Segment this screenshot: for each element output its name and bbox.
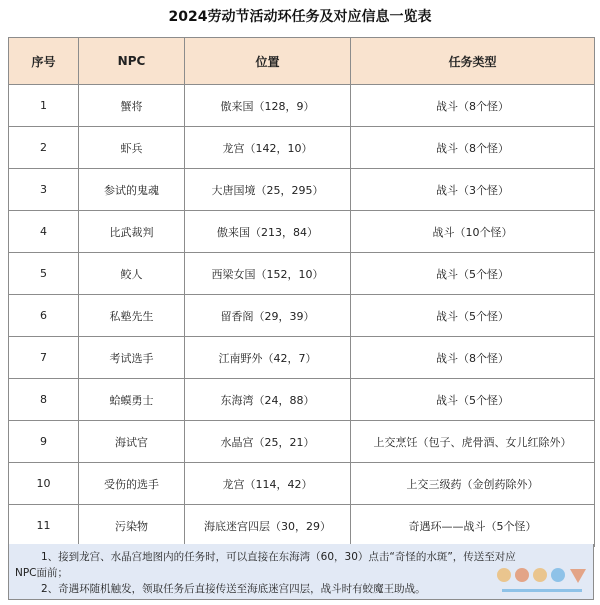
table-row (9, 169, 595, 211)
table-row (9, 463, 595, 505)
cell-task-type: 战斗（3个怪） (351, 169, 595, 211)
cell-npc: 虾兵 (79, 127, 185, 169)
cell-task-type: 奇遇环——战斗（5个怪） (351, 505, 595, 547)
cell-task-type: 战斗（8个怪） (351, 85, 595, 127)
cell-npc: 比武裁判 (79, 211, 185, 253)
cell-index: 9 (9, 421, 79, 463)
header-task-type: 任务类型 (351, 38, 595, 85)
cell-location: 西梁女国（152，10） (185, 253, 351, 295)
cell-npc: 海试官 (79, 421, 185, 463)
cell-index: 8 (9, 379, 79, 421)
cell-task-type: 战斗（5个怪） (351, 295, 595, 337)
cell-index: 7 (9, 337, 79, 379)
cell-index: 11 (9, 505, 79, 547)
table-row (9, 211, 595, 253)
site-watermark-logo (492, 561, 592, 601)
cell-index: 3 (9, 169, 79, 211)
page-title: 2024劳动节活动环任务及对应信息一览表 (168, 9, 432, 25)
cell-location: 龙宫（142，10） (185, 127, 351, 169)
cell-location: 大唐国境（25，295） (185, 169, 351, 211)
note-line-2: NPC面前； (15, 567, 69, 579)
cell-location: 傲来国（128，9） (185, 85, 351, 127)
cell-index: 6 (9, 295, 79, 337)
cell-location: 东海湾（24，88） (185, 379, 351, 421)
cell-location: 龙宫（114，42） (185, 463, 351, 505)
cell-npc: 蟹将 (79, 85, 185, 127)
table-header-row (9, 38, 595, 85)
cell-location: 留香阁（29，39） (185, 295, 351, 337)
header-npc: NPC (79, 38, 185, 85)
cell-task-type: 战斗（5个怪） (351, 253, 595, 295)
table-row (9, 421, 595, 463)
table-row (9, 85, 595, 127)
cell-npc: 鲛人 (79, 253, 185, 295)
table-body (9, 85, 595, 547)
cell-index: 1 (9, 85, 79, 127)
header-location: 位置 (185, 38, 351, 85)
cell-task-type: 战斗（8个怪） (351, 127, 595, 169)
task-table (8, 37, 595, 547)
cell-npc: 参试的鬼魂 (79, 169, 185, 211)
note-line-3: 2、奇遇环随机触发，领取任务后直接传送至海底迷宫四层，战斗时有蛟魔王助战。 (41, 583, 426, 595)
table-row (9, 295, 595, 337)
cell-index: 2 (9, 127, 79, 169)
cell-index: 10 (9, 463, 79, 505)
cell-location: 海底迷宫四层（30，29） (185, 505, 351, 547)
table-row (9, 379, 595, 421)
cell-task-type: 战斗（8个怪） (351, 337, 595, 379)
cell-index: 4 (9, 211, 79, 253)
note-line-1: 1、接到龙宫、水晶宫地图内的任务时，可以直接在东海湾（60，30）点击“奇怪的水斑”，传送至对应 (41, 551, 516, 563)
cell-task-type: 战斗（5个怪） (351, 379, 595, 421)
cell-location: 傲来国（213，84） (185, 211, 351, 253)
table-row (9, 127, 595, 169)
header-index: 序号 (9, 38, 79, 85)
cell-index: 5 (9, 253, 79, 295)
cell-task-type: 战斗（10个怪） (351, 211, 595, 253)
table-row (9, 253, 595, 295)
table-row (9, 337, 595, 379)
cell-npc: 私塾先生 (79, 295, 185, 337)
cell-npc: 污染物 (79, 505, 185, 547)
cell-npc: 受伤的选手 (79, 463, 185, 505)
cell-task-type: 上交三级药（金创药除外） (351, 463, 595, 505)
cell-npc: 蛤蟆勇士 (79, 379, 185, 421)
table-row (9, 505, 595, 547)
cell-task-type: 上交烹饪（包子、虎骨酒、女儿红除外） (351, 421, 595, 463)
cell-npc: 考试选手 (79, 337, 185, 379)
cell-location: 水晶宫（25，21） (185, 421, 351, 463)
cell-location: 江南野外（42，7） (185, 337, 351, 379)
